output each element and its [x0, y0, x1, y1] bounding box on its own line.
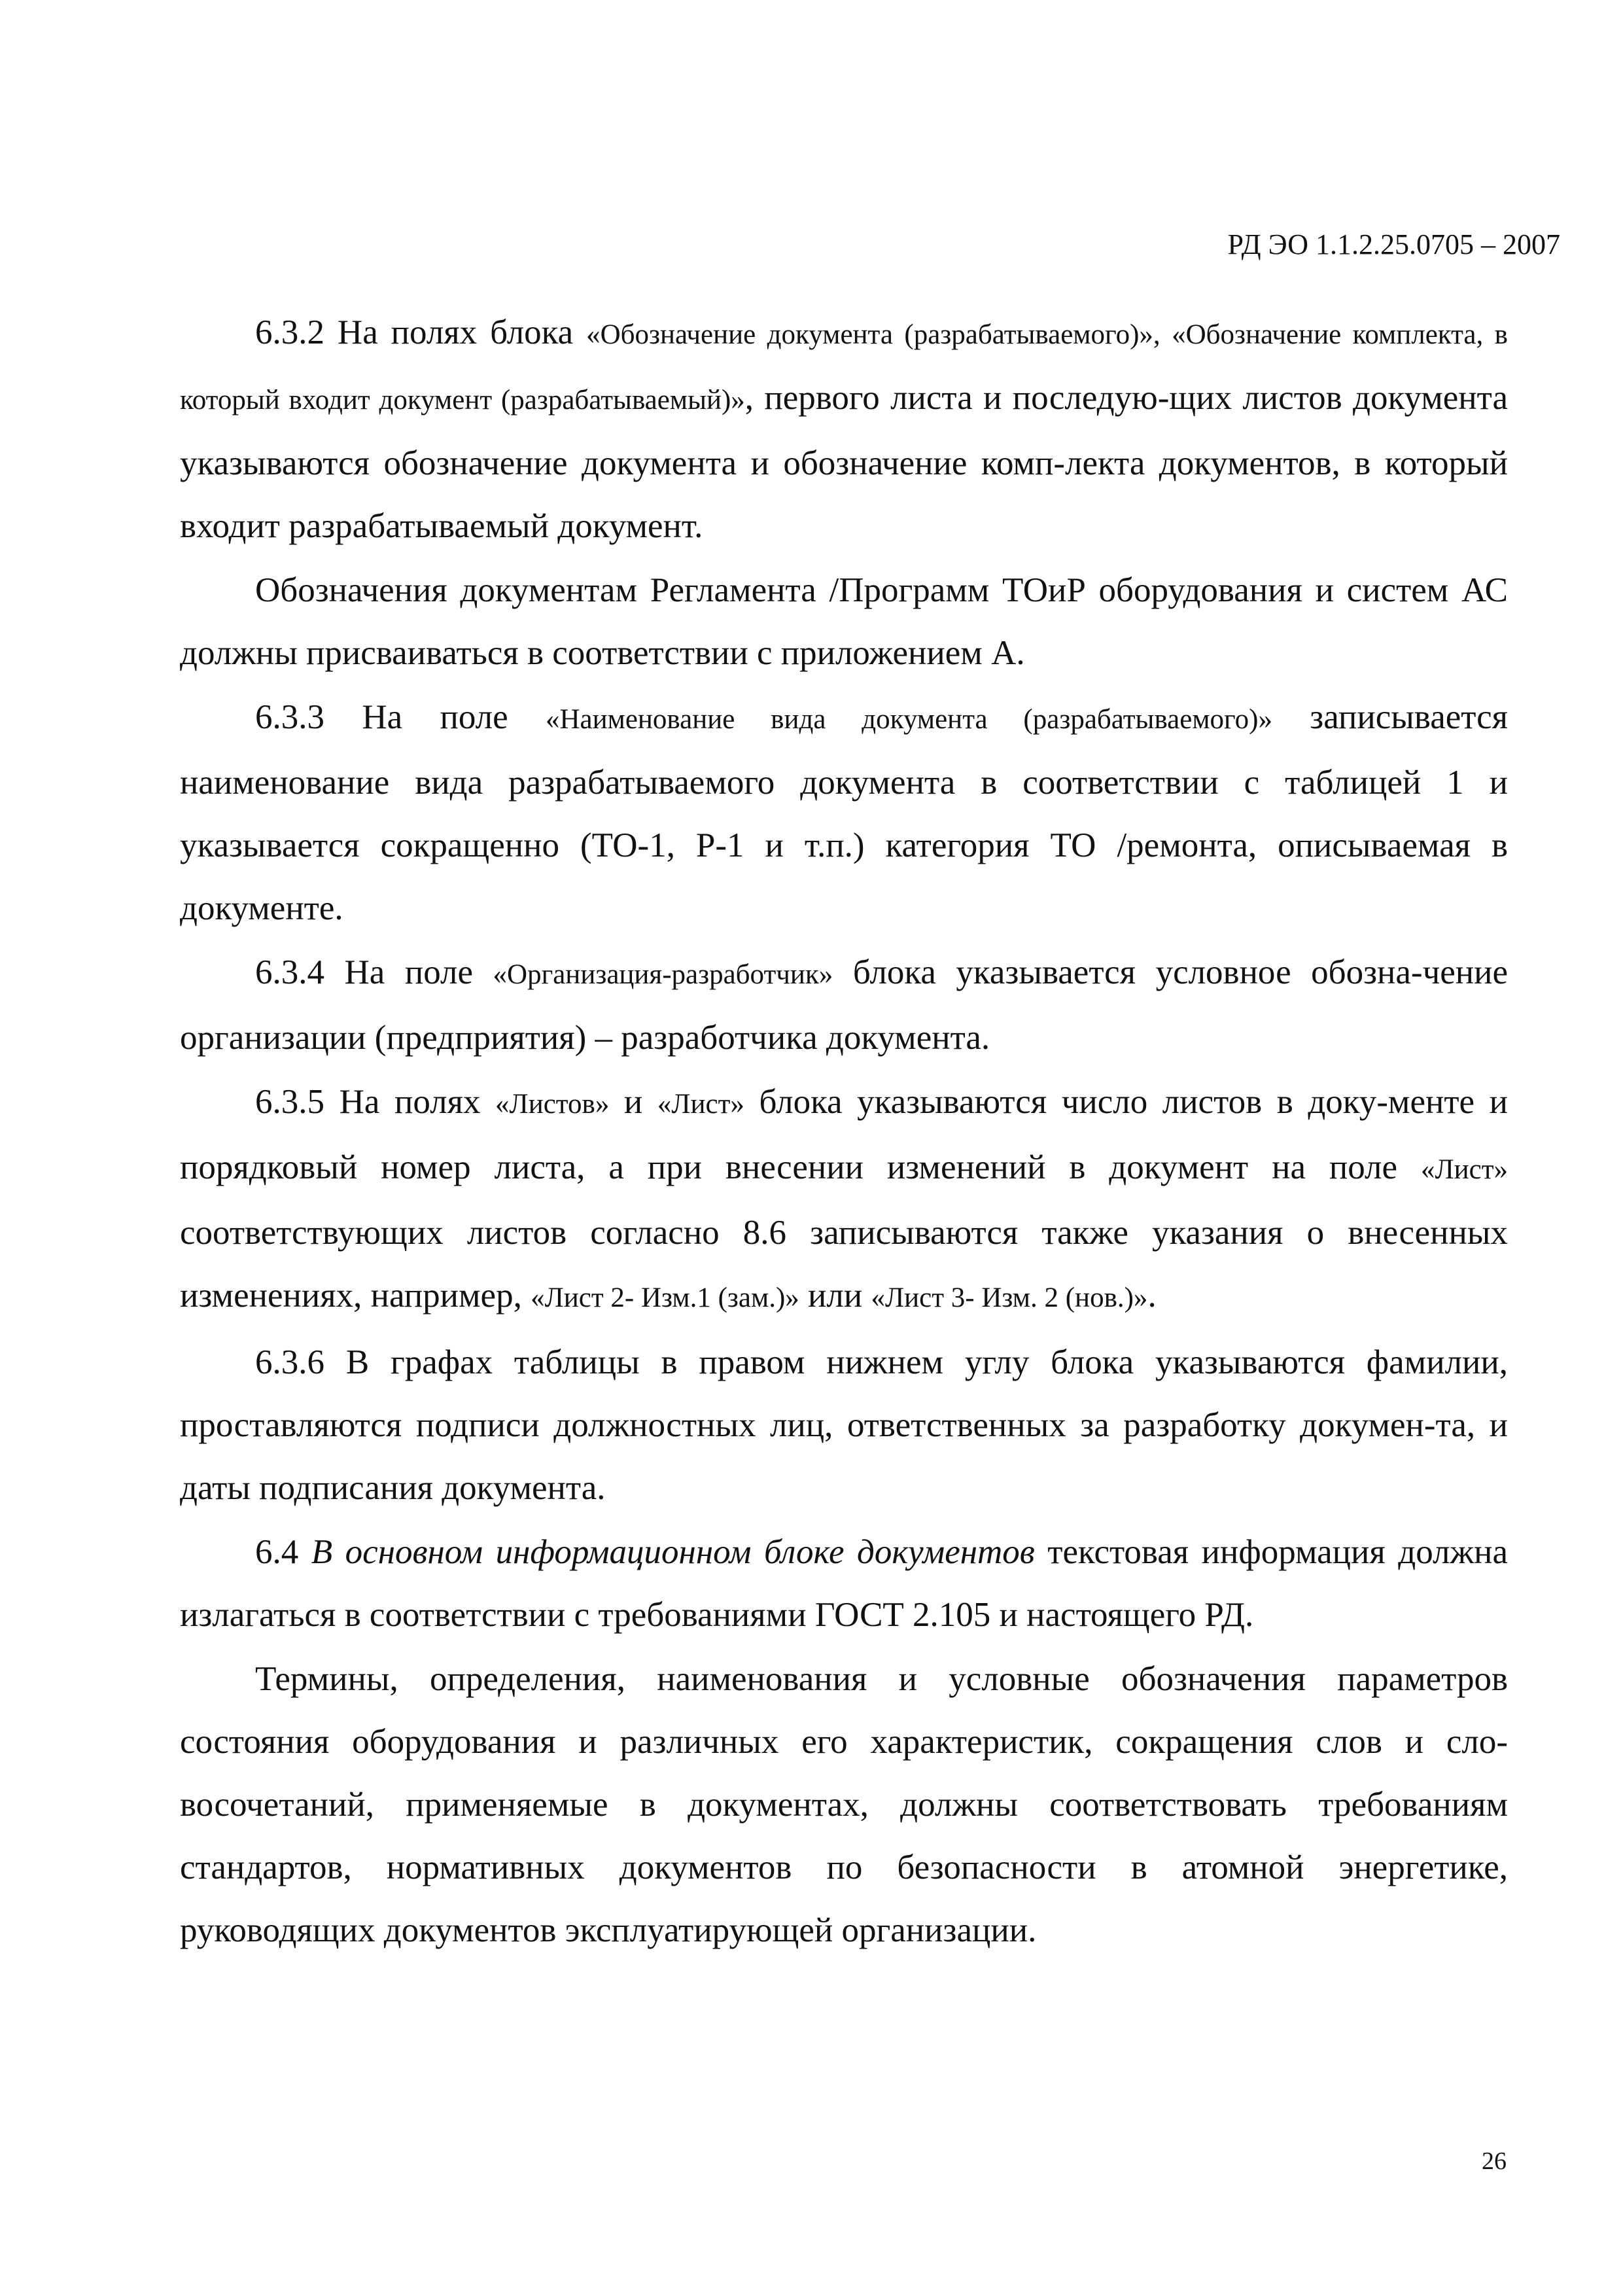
paragraph-6-3-2-designations: Обозначения документам Регламента /Программ ТОиР оборудования и систем АС должны присваиваться в соответствии с приложением А.: [180, 571, 1508, 672]
document-code: РД ЭО 1.1.2.25.0705 – 2007: [1227, 228, 1560, 260]
field-name: «Наименование вида документа (разрабатываемого)»: [545, 704, 1272, 735]
paragraph-6-3-2: [180, 301, 1508, 557]
field-name: «Лист»: [657, 1089, 744, 1120]
paragraph-text: На полях блока: [324, 313, 587, 351]
example-text: «Лист 3- Изм. 2 (нов.)»: [871, 1282, 1148, 1313]
paragraph-text: соответствующих листов согласно 8.6 записываются также указания о внесенных изменениях, например,: [180, 1214, 1508, 1315]
paragraph-6-3-6: [180, 1331, 1508, 1519]
clause-number: 6.4: [255, 1533, 299, 1571]
document-body: [180, 301, 1508, 1962]
field-name: «Лист»: [1420, 1154, 1508, 1185]
clause-number: 6.3.3: [255, 698, 324, 736]
paragraph-text: текстовая информация должна излагаться в соответствии с требованиями ГОСТ 2.105 и настоящего РД.: [180, 1533, 1508, 1634]
clause-number: 6.3.2: [255, 313, 324, 351]
paragraph-text: и: [609, 1083, 657, 1121]
field-name: «Организация-разработчик»: [493, 959, 833, 990]
clause-number: 6.3.6: [255, 1343, 324, 1381]
clause-number: 6.3.5: [255, 1083, 324, 1121]
paragraph-6-3-3: [180, 686, 1508, 940]
paragraph-text: На поле: [324, 698, 546, 736]
paragraph-text: записывается наименование вида разрабатываемого документа в соответствии с таблицей 1 и указывается сокращенно (ТО-1, Р-1 и т.п.) категория ТО /ремонта, описываемая в документе.: [180, 698, 1508, 927]
field-name: «Обозначение документа (разрабатываемого)», «Обозначение комплекта, в который входит документ (разрабатываемый)»: [180, 319, 1508, 415]
field-name: «Листов»: [495, 1089, 610, 1120]
paragraph-6-4: [180, 1521, 1508, 1646]
paragraph-text: .: [1147, 1277, 1157, 1315]
example-text: «Лист 2- Изм.1 (зам.)»: [531, 1282, 799, 1313]
paragraph-6-3-4: [180, 941, 1508, 1069]
clause-number: 6.3.4: [255, 953, 324, 991]
page-number: 26: [1482, 2147, 1507, 2175]
section-title-italic: В основном информационном блоке документов: [298, 1533, 1035, 1571]
paragraph-text: блока указывается условное обозна-чение организации (предприятия) – разработчика документа.: [180, 953, 1508, 1057]
paragraph-text: На полях: [324, 1083, 496, 1121]
paragraph-text: В графах таблицы в правом нижнем углу блока указываются фамилии, проставляются подписи должностных лиц, ответственных за разработку докумен-та, и даты подписания документа.: [180, 1343, 1508, 1507]
paragraph-text: На поле: [324, 953, 493, 991]
paragraph-text: блока указываются число листов в доку-менте и порядковый номер листа, а при внесении изменений в документ на поле: [180, 1083, 1508, 1186]
paragraph-text: , первого листа и последую-щих листов документа указываются обозначение документа и обозначение комп-лекта документов, в который входит разрабатываемый документ.: [180, 379, 1508, 545]
paragraph-6-3-5: [180, 1070, 1508, 1330]
paragraph-6-4-terms: Термины, определения, наименования и условные обозначения параметров состояния оборудования и различных его характеристик, сокращения слов и сло-восочетаний, применяемые в документах, должны соответствовать требованиям стандартов, нормативных документов по безопасности в атомной энергетике, руководящих документов эксплуатирующей организации.: [180, 1660, 1508, 1949]
paragraph-text: или: [799, 1277, 871, 1315]
